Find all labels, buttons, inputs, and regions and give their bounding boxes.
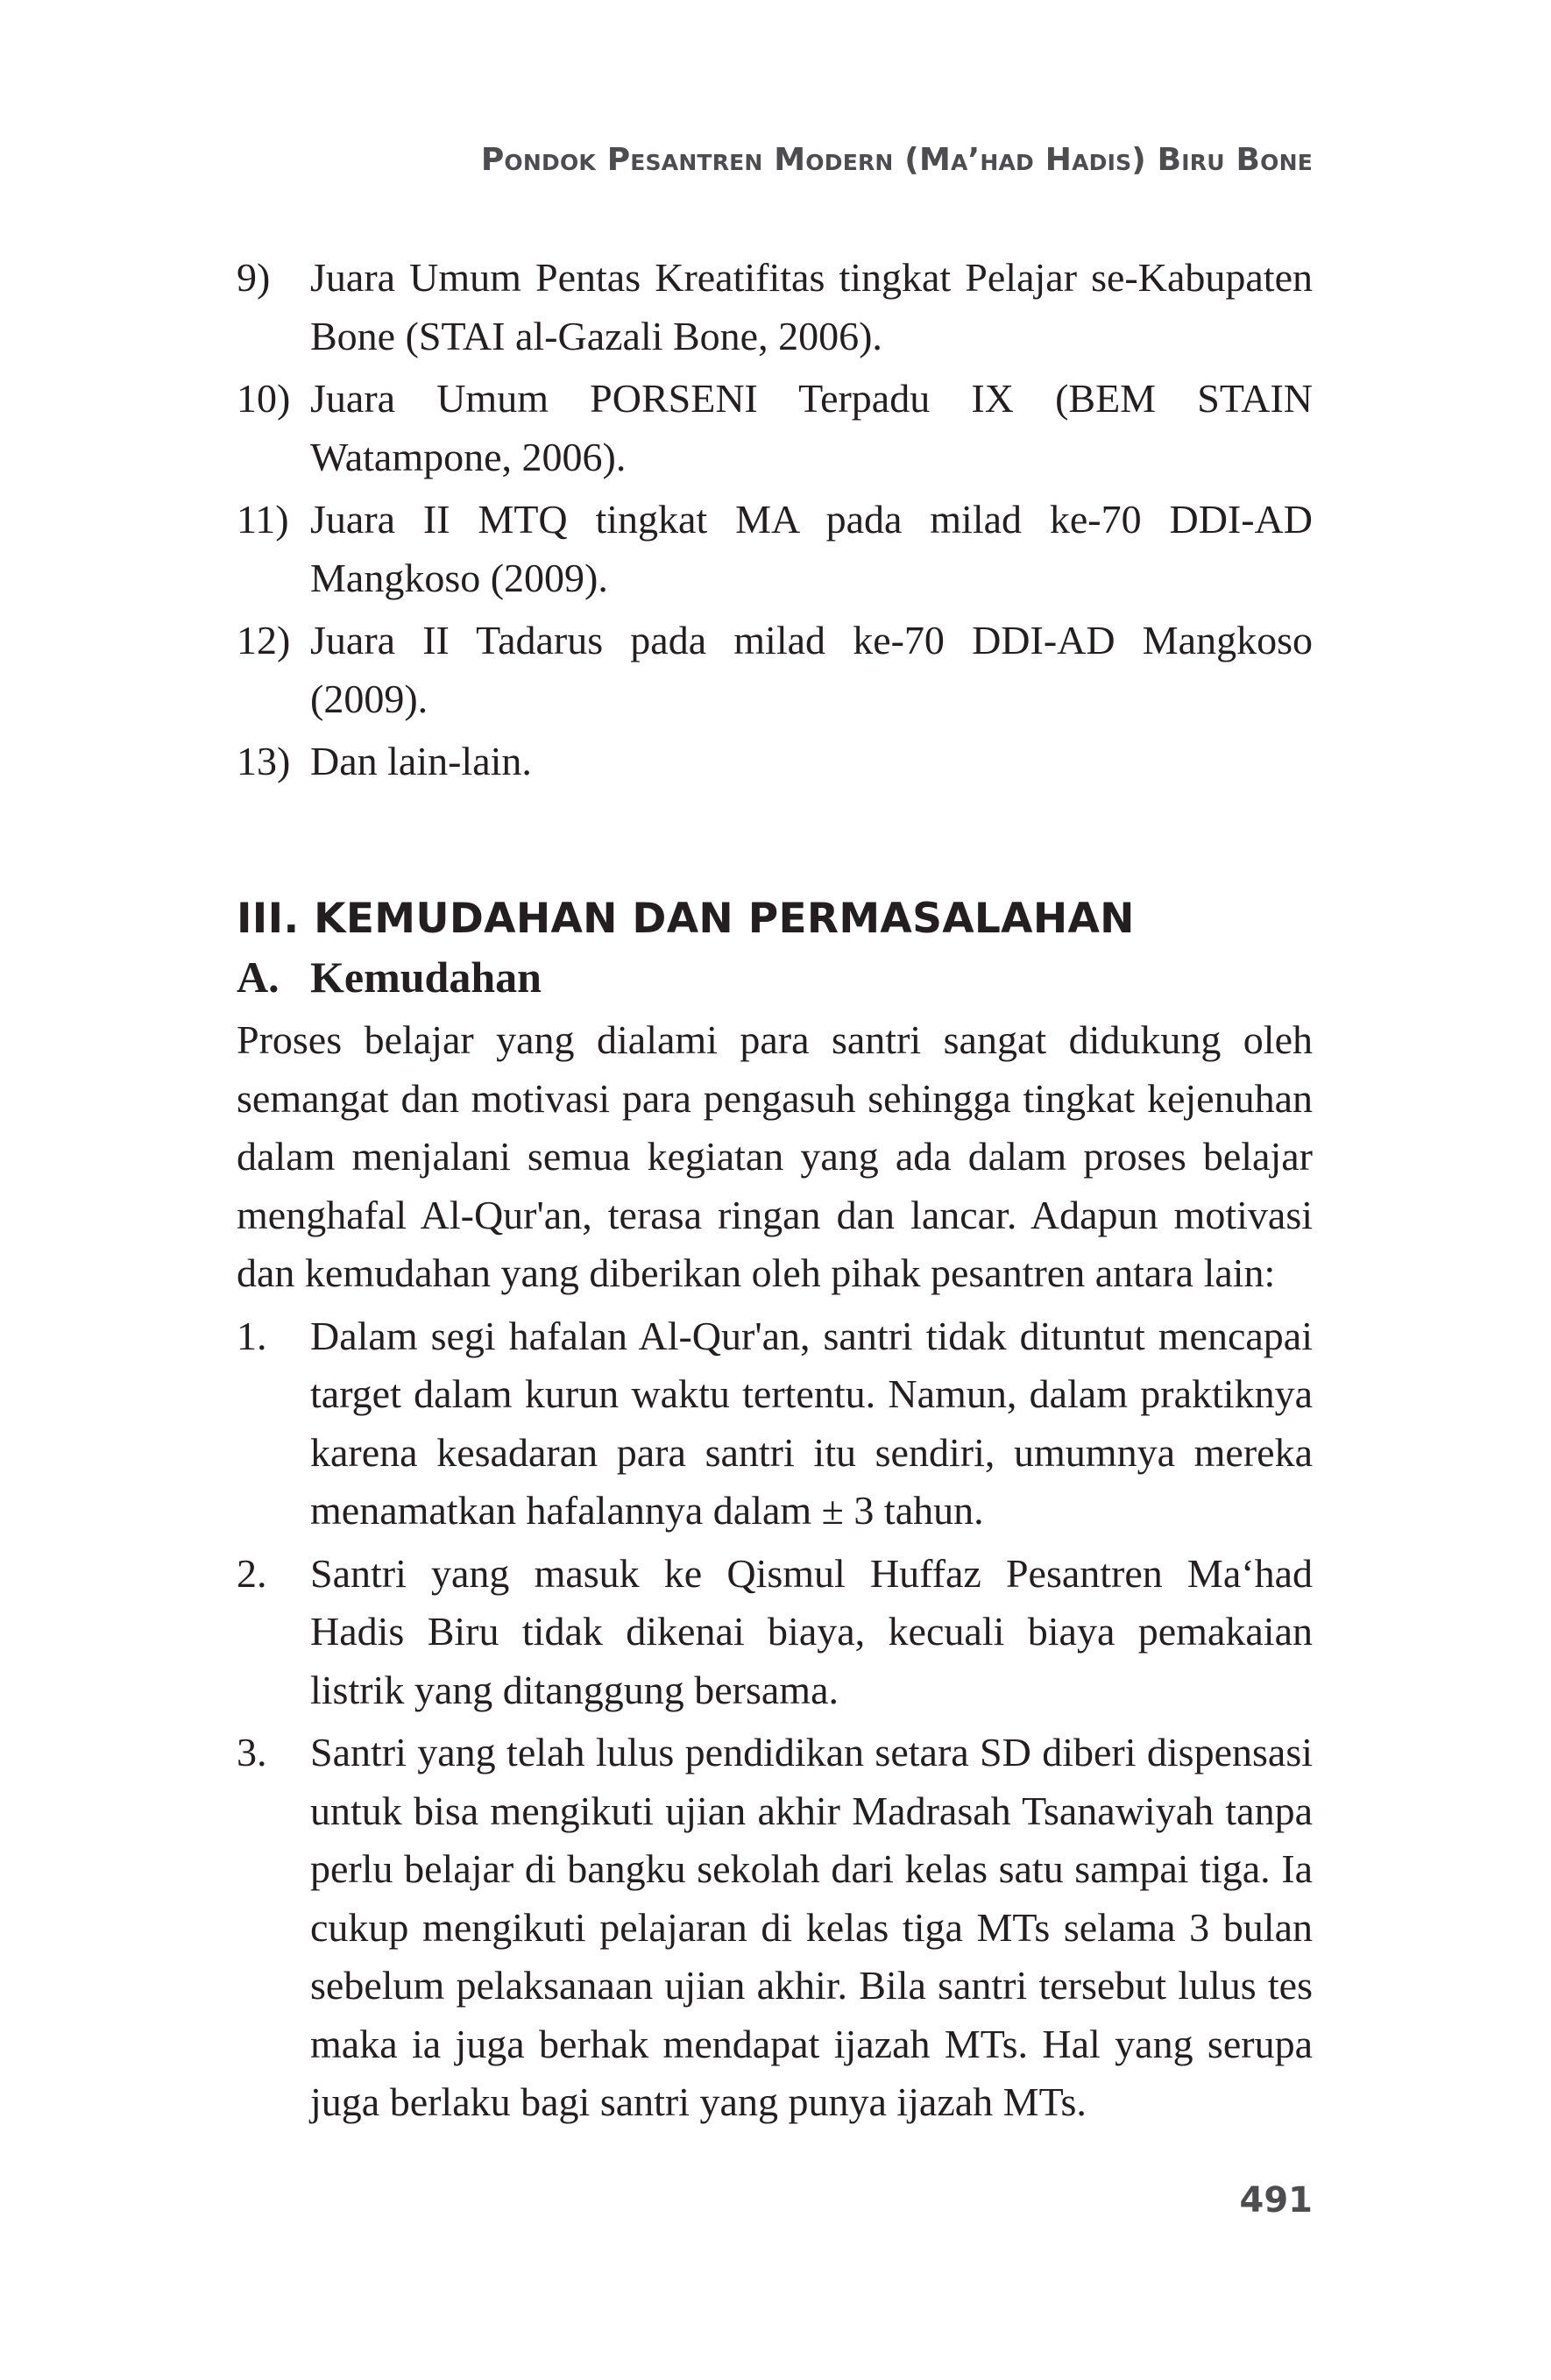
list-item-number: 11) xyxy=(237,497,289,542)
subsection-letter: A. xyxy=(237,953,280,1002)
page-number: 491 xyxy=(1239,2180,1313,2221)
section-kemudahan xyxy=(237,890,1313,2132)
list-item-number: 9) xyxy=(237,255,271,300)
running-header: Pondok Pesantren Modern (Ma’had Hadis) Biru Bone xyxy=(480,142,1313,178)
intro-paragraph: Proses belajar yang dialami para santri sangat didukung oleh semangat dan motivasi para pengasuh sehingga tingkat kejenuhan dalam menjalani semua kegiatan yang ada dalam proses belajar menghafal Al-Qur'an, terasa ringan dan lancar. Adapun motivasi dan kemudahan yang diberikan oleh pihak pesantren antara lain: xyxy=(237,1017,1313,1295)
list-item xyxy=(237,1545,1313,1720)
list-item xyxy=(237,370,1313,486)
list-item-number: 10) xyxy=(237,376,291,421)
list-item-text: Juara II Tadarus pada milad ke-70 DDI-AD Mangkoso (2009). xyxy=(310,618,1313,721)
list-item xyxy=(237,1307,1313,1541)
list-item-text: Juara Umum Pentas Kreatifitas tingkat Pelajar se-Kabupaten Bone (STAI al-Gazali Bone, 2006). xyxy=(310,255,1313,358)
list-item-text: Santri yang masuk ke Qismul Huffaz Pesantren Ma‘had Hadis Biru tidak dikenai biaya, kecuali biaya pemakaian listrik yang ditanggung bersama. xyxy=(310,1550,1313,1712)
list-item xyxy=(237,249,1313,365)
subsection-title xyxy=(237,948,1313,1006)
achievement-list xyxy=(237,249,1313,796)
list-item-text: Santri yang telah lulus pendidikan setara SD diberi dispensasi untuk bisa mengikuti ujian akhir Madrasah Tsanawiyah tanpa perlu belajar di bangku sekolah dari kelas satu sampai tiga. Ia cukup mengikuti pelajaran di kelas tiga MTs selama 3 bulan sebelum pelaksanaan ujian akhir. Bila santri tersebut lulus tes maka ia juga berhak mendapat ijazah MTs. Hal yang serupa juga berlaku bagi santri yang punya ijazah MTs. xyxy=(310,1730,1313,2124)
list-item-text: Dalam segi hafalan Al-Qur'an, santri tidak dituntut mencapai target dalam kurun waktu tertentu. Namun, dalam praktiknya karena kesadaran para santri itu sendiri, umumnya mereka menamatkan hafalannya dalam ± 3 tahun. xyxy=(310,1313,1313,1533)
list-item-number: 12) xyxy=(237,618,291,662)
list-item xyxy=(237,612,1313,728)
list-item xyxy=(237,1724,1313,2132)
subsection-label: Kemudahan xyxy=(310,953,542,1002)
list-item xyxy=(237,491,1313,607)
section-title: III. KEMUDAHAN DAN PERMASALAHAN xyxy=(237,895,1135,943)
list-item-text: Juara II MTQ tingkat MA pada milad ke-70 DDI-AD Mangkoso (2009). xyxy=(310,497,1313,600)
list-item-number: 1. xyxy=(237,1313,267,1358)
list-item-text: Juara Umum PORSENI Terpadu IX (BEM STAIN Watampone, 2006). xyxy=(310,376,1313,479)
list-item-text: Dan lain-lain. xyxy=(310,739,532,783)
list-item xyxy=(237,733,1313,791)
list-item-number: 2. xyxy=(237,1550,267,1596)
list-item-number: 3. xyxy=(237,1730,267,1774)
list-item-number: 13) xyxy=(237,739,291,783)
points-list xyxy=(237,1307,1313,2132)
